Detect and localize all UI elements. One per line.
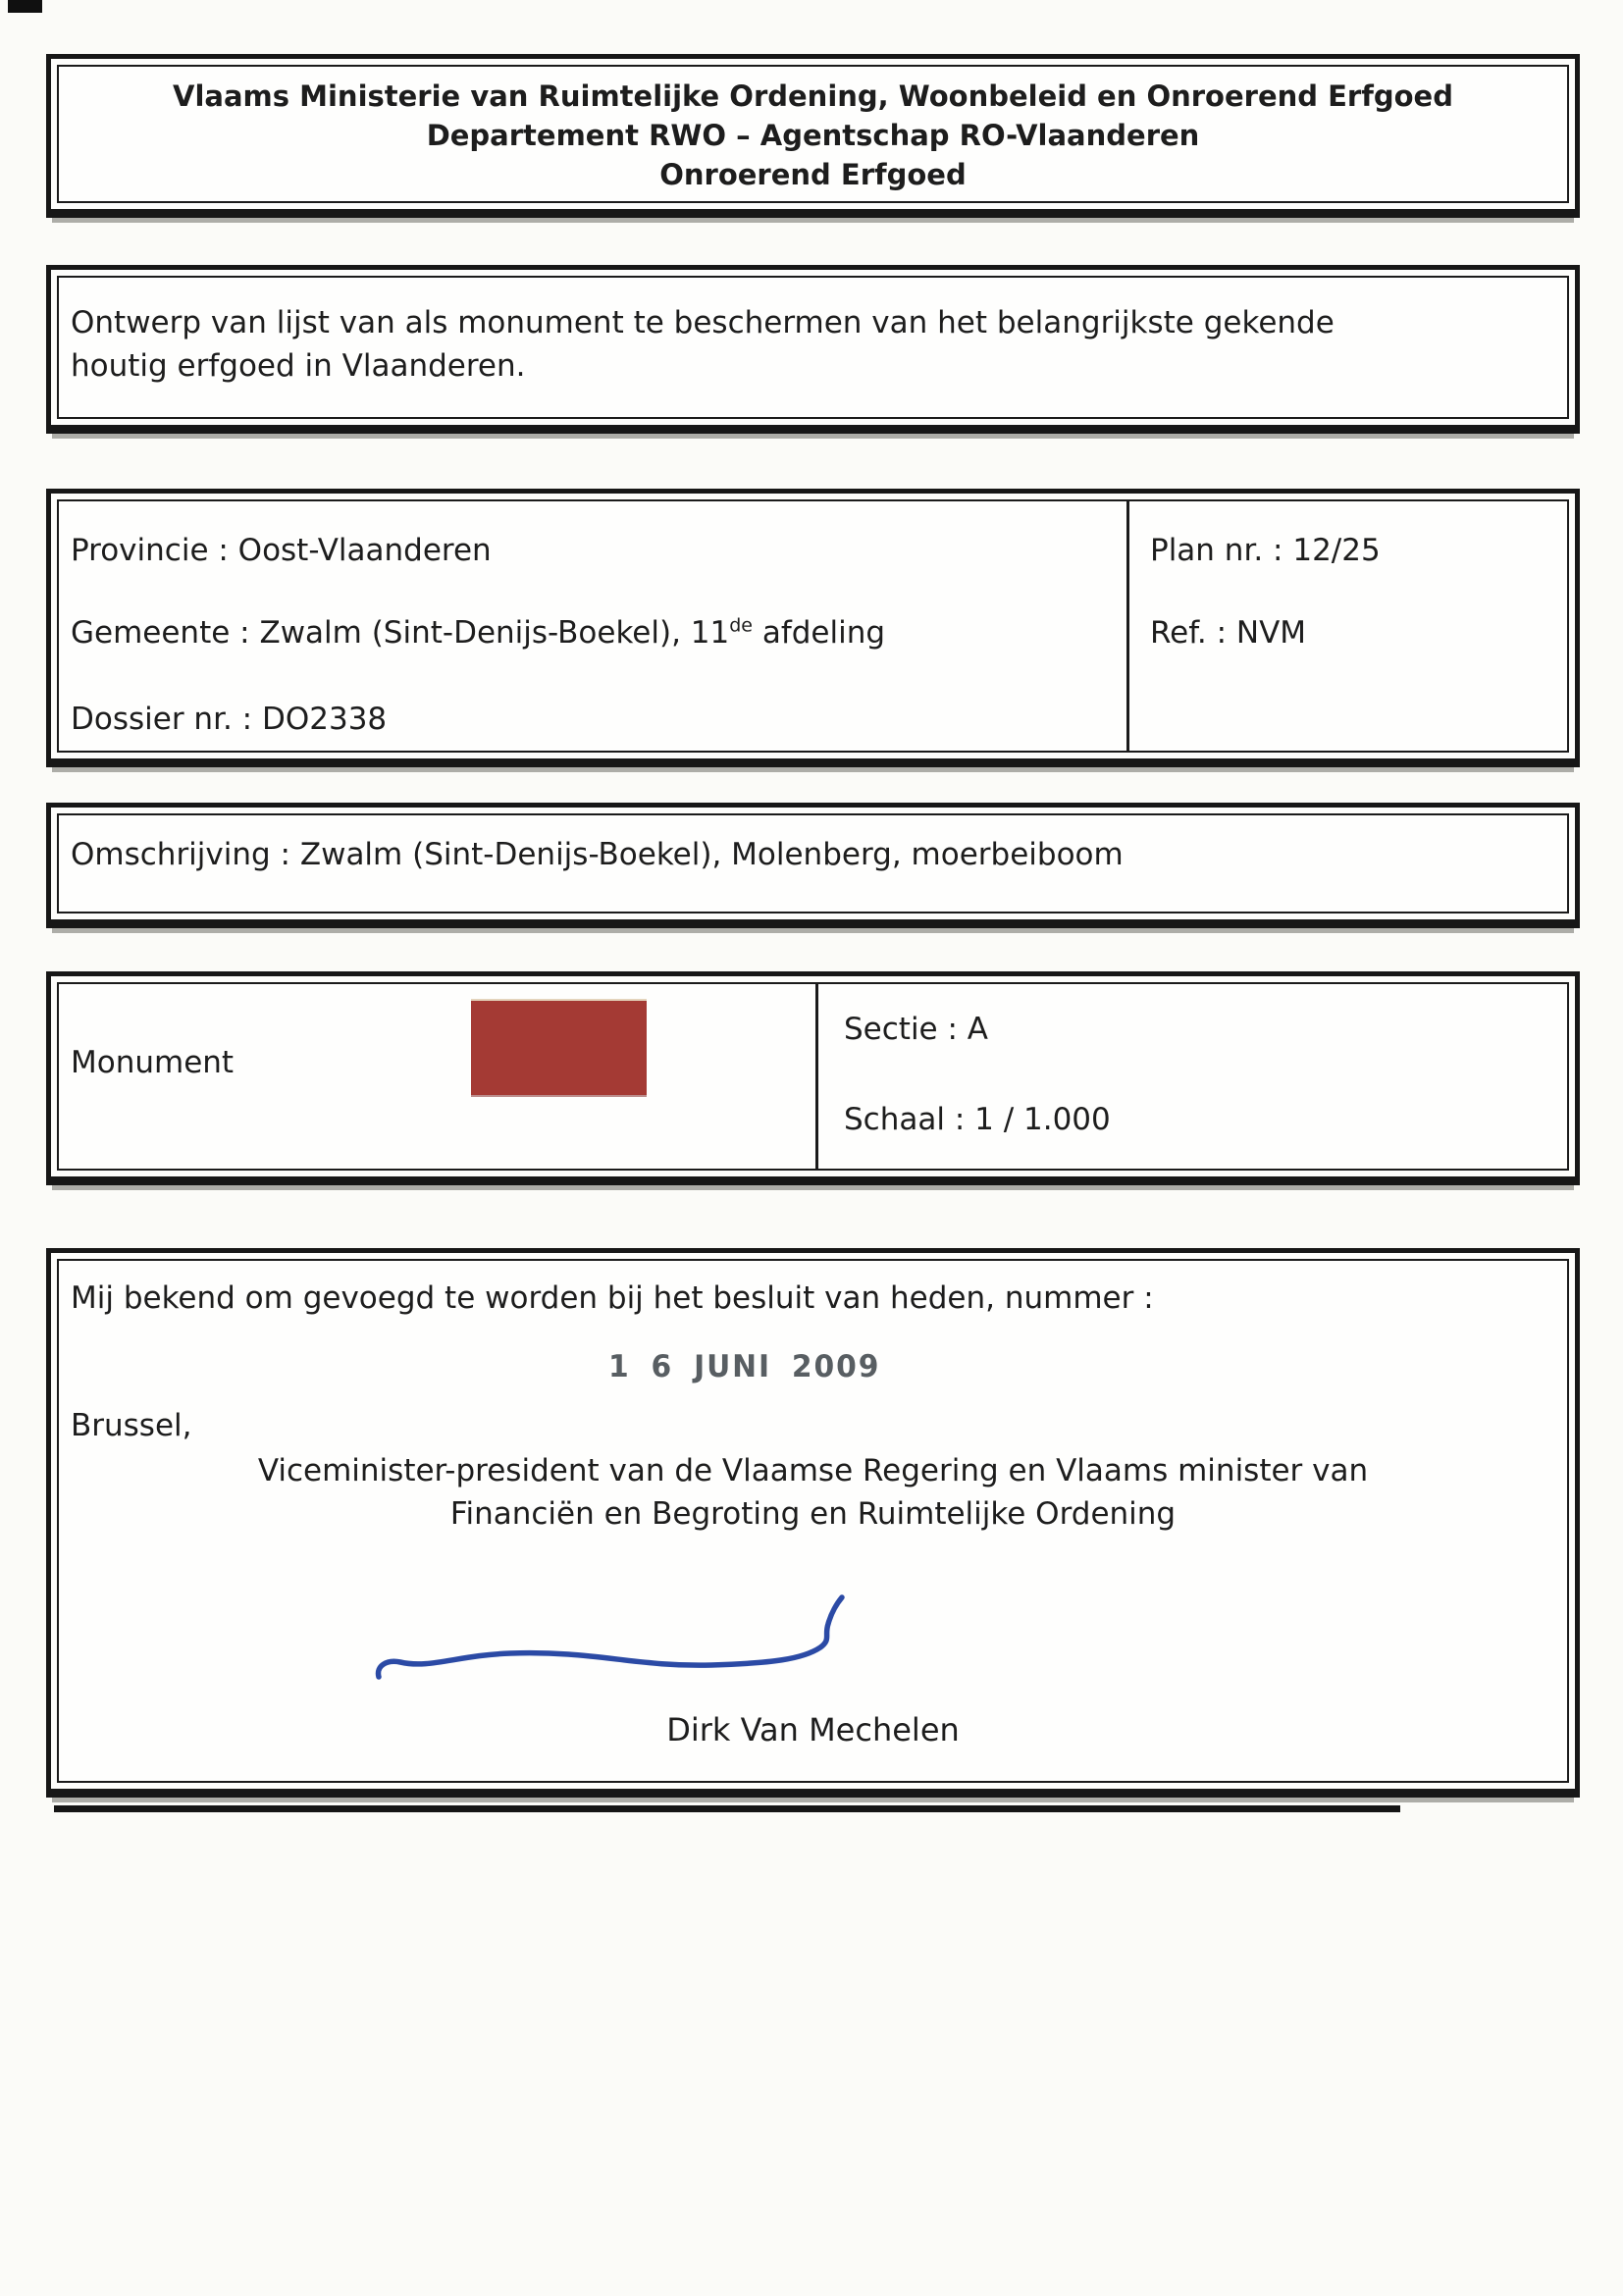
dossier-details-inner — [57, 499, 1569, 753]
scan-corner-artifact — [8, 0, 42, 13]
subject-text-line2: houtig erfgoed in Vlaanderen. — [71, 348, 526, 384]
ref-field: Ref. : NVM — [1150, 615, 1307, 651]
decree-intro: Mij bekend om gevoegd te worden bij het besluit van heden, nummer : — [71, 1280, 1154, 1316]
gemeente-text: Gemeente : Zwalm (Sint-Denijs-Boekel), 11 — [71, 615, 730, 651]
sectie-field: Sectie : A — [844, 1012, 988, 1047]
ministry-header-box — [46, 54, 1580, 218]
signature — [373, 1594, 883, 1702]
agency-name: Onroerend Erfgoed — [659, 158, 967, 191]
subject-box — [46, 265, 1580, 434]
dossier-details-box — [46, 489, 1580, 767]
legend-column-divider — [815, 984, 818, 1169]
dossier-column-divider — [1126, 501, 1129, 751]
monument-color-swatch — [471, 1001, 647, 1095]
legend-inner — [57, 982, 1569, 1171]
dossier-nr-field: Dossier nr. : DO2338 — [71, 702, 388, 737]
schaal-field: Schaal : 1 / 1.000 — [844, 1102, 1111, 1137]
minister-title-line2: Financiën en Begroting en Ruimtelijke Ordening — [449, 1496, 1177, 1532]
omschrijving-inner — [57, 813, 1569, 913]
gemeente-field — [71, 611, 885, 654]
signatory-name: Dirk Van Mechelen — [666, 1711, 960, 1748]
subject-inner — [57, 276, 1569, 419]
monument-label: Monument — [71, 1045, 235, 1080]
gemeente-ordinal-sup: de — [729, 614, 753, 637]
omschrijving-field: Omschrijving : Zwalm (Sint-Denijs-Boekel), Molenberg, moerbeiboom — [71, 837, 1124, 872]
legend-box — [46, 971, 1580, 1185]
city-label: Brussel, — [71, 1408, 192, 1443]
plan-nr-field: Plan nr. : 12/25 — [1150, 533, 1381, 568]
date-stamp: 1 6 JUNI 2009 — [608, 1349, 881, 1384]
gemeente-text-suffix: afdeling — [752, 615, 886, 651]
omschrijving-box — [46, 803, 1580, 928]
ministry-header-lines — [59, 77, 1567, 194]
scan-bottom-line-artifact — [54, 1805, 1400, 1812]
ministry-name: Vlaams Ministerie van Ruimtelijke Ordening, Woonbeleid en Onroerend Erfgoed — [173, 79, 1453, 113]
ministry-header-inner — [57, 65, 1569, 203]
decree-inner — [57, 1259, 1569, 1783]
department-name: Departement RWO – Agentschap RO-Vlaanderen — [426, 119, 1200, 152]
signature-stroke — [379, 1597, 842, 1677]
provincie-field: Provincie : Oost-Vlaanderen — [71, 533, 492, 568]
minister-title-line1: Viceminister-president van de Vlaamse Regering en Vlaams minister van — [257, 1453, 1369, 1488]
subject-text-line1: Ontwerp van lijst van als monument te beschermen van het belangrijkste gekende — [71, 305, 1335, 340]
decree-box — [46, 1248, 1580, 1798]
